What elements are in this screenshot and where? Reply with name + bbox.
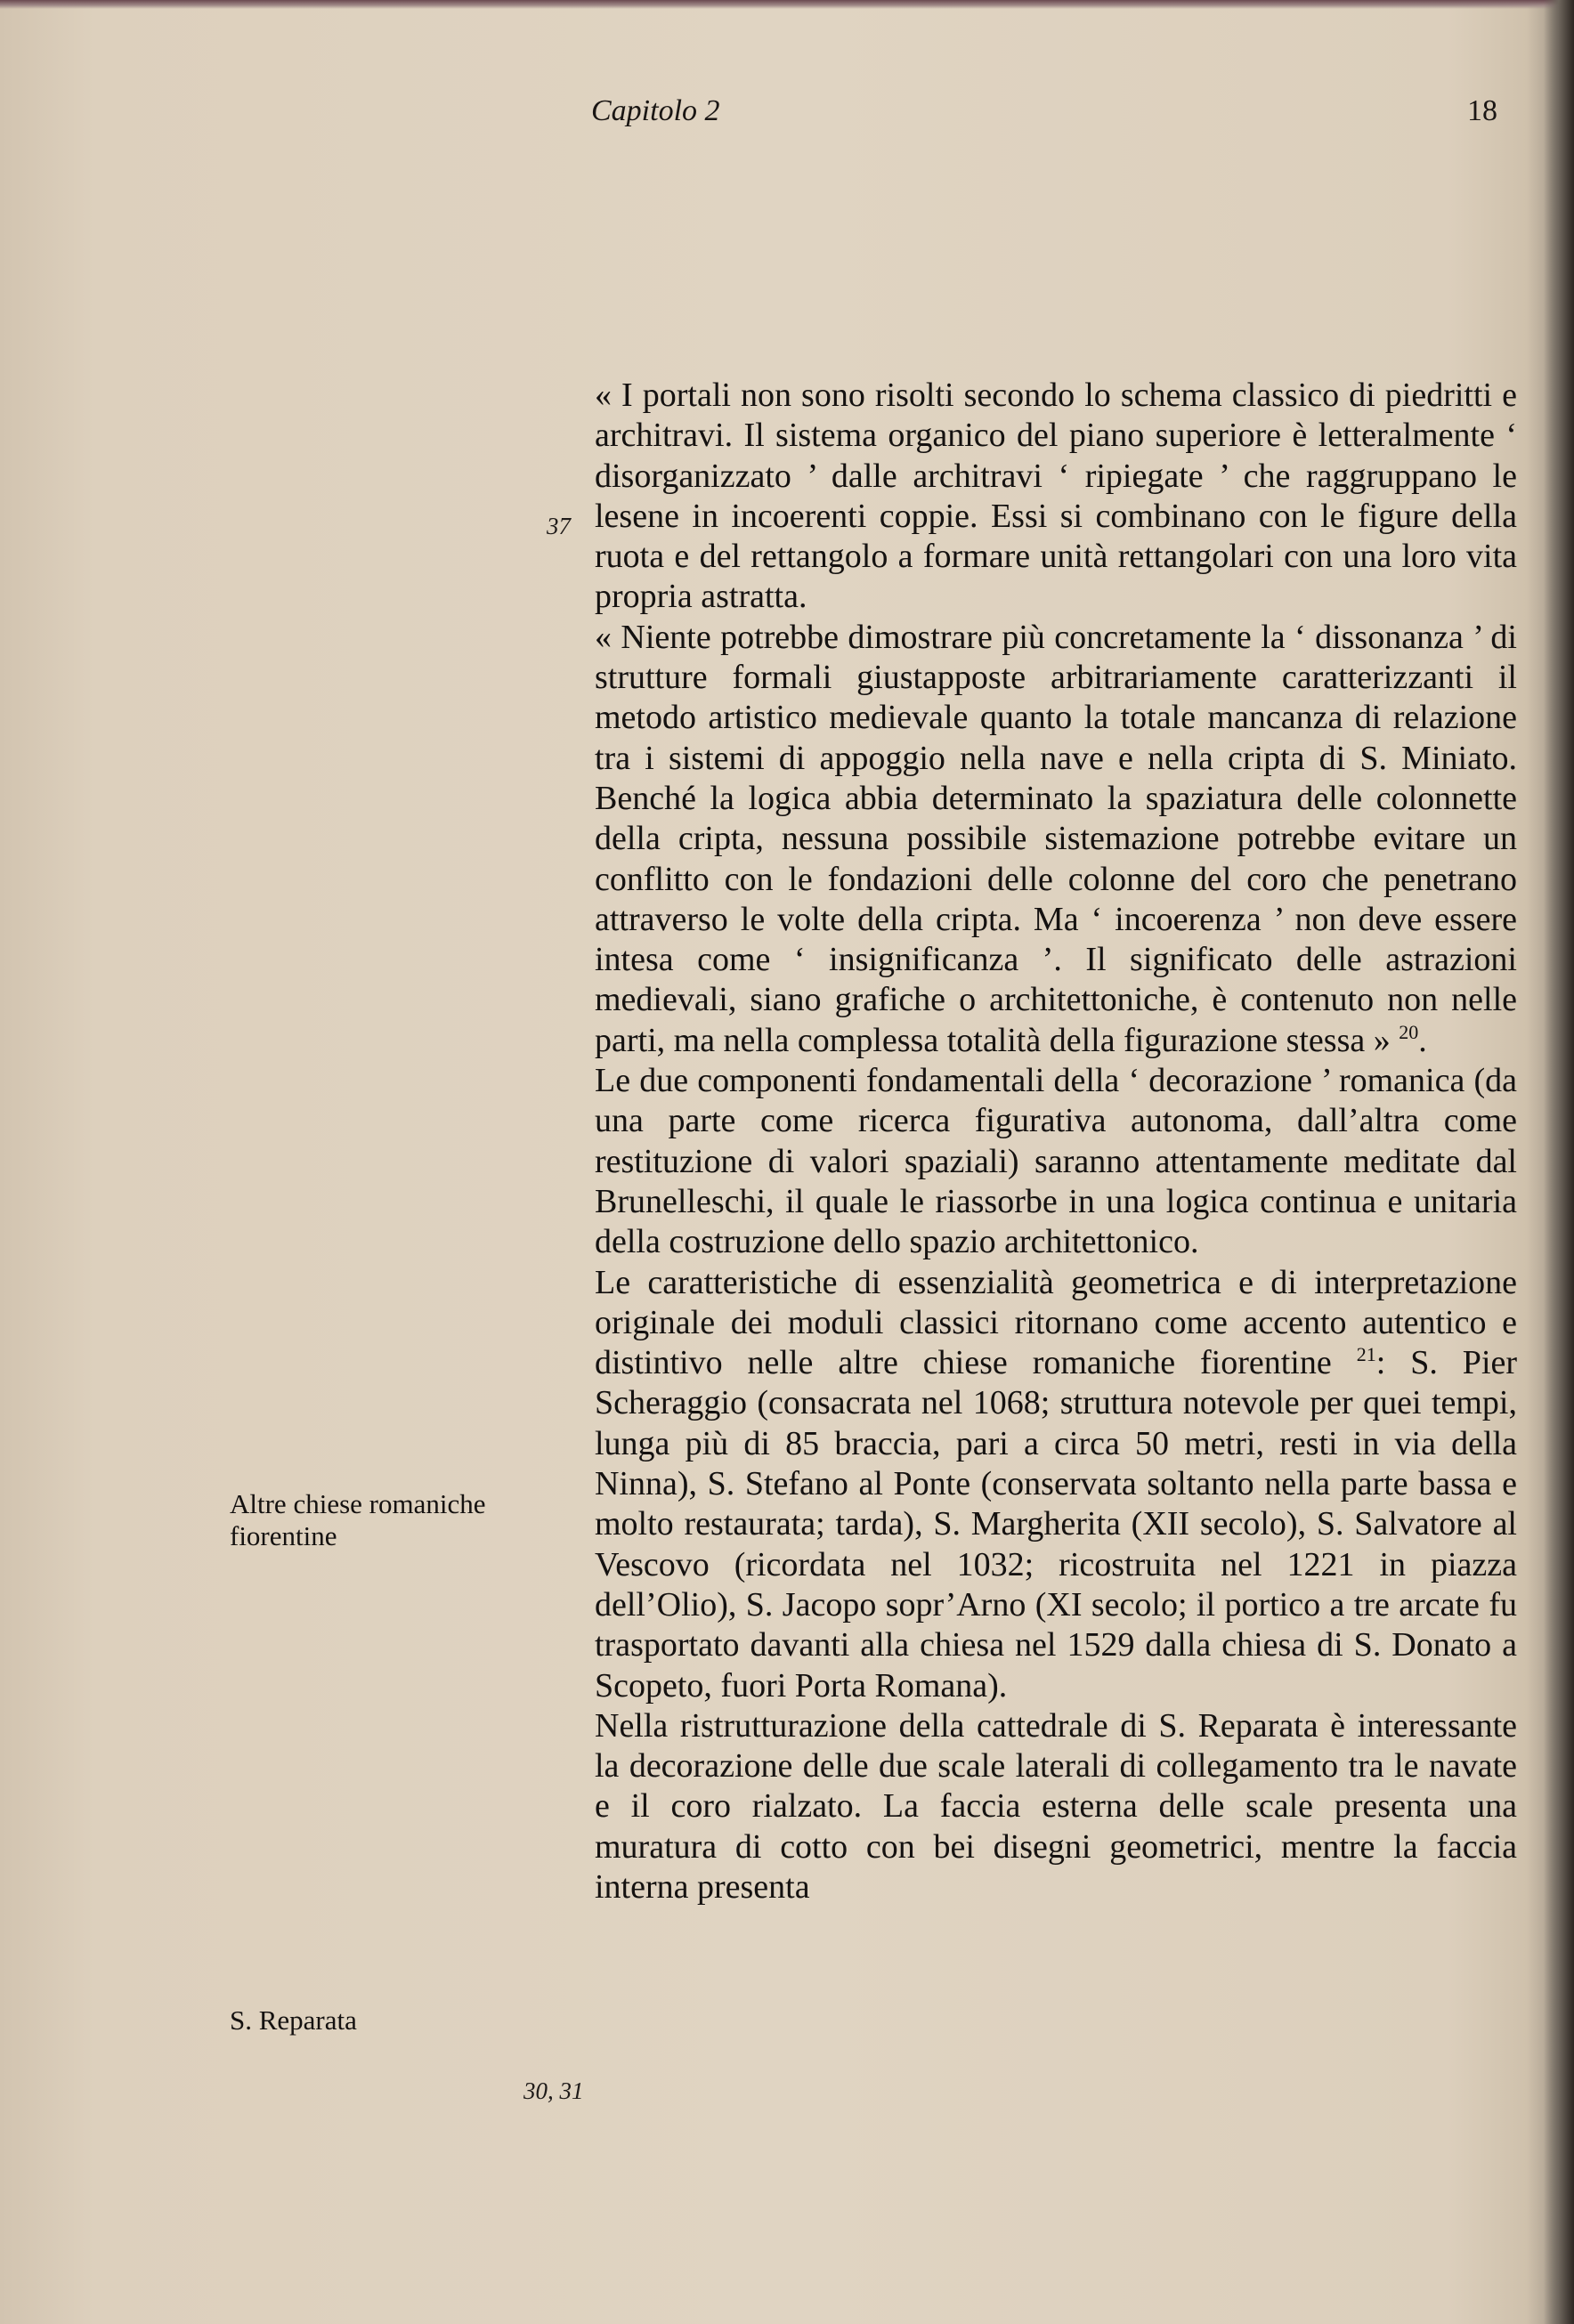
paragraph-dissonanza-quote [595,618,1517,1061]
body-text [595,376,1517,1907]
footnote-ref-21: 21 [1356,1343,1376,1366]
page-number: 18 [1467,94,1497,127]
sidenote-s-reparata: S. Reparata [230,2004,357,2036]
paragraph-caratteristiche-rest: : S. Pier Scheraggio (consacrata nel 1068; struttura notevole per quei tempi, lunga più di 85 braccia, pari a circa 50 metri, resti in via della Ninna), S. Stefano al Ponte (conservata soltanto nella parte bassa e molto restaurata; tarda), S. Margherita (XII secolo), S. Salvatore al Vescovo (ricordata nel 1032; ricostruita nel 1221 in piazza dell’Olio), S. Jacopo sopr’Arno (XI secolo; il portico a tre arcate fu trasportato davanti alla chiesa nel 1529 dalla chiesa di S. Donato a Scopeto, fuori Porta Romana). [595,1344,1518,1705]
paragraph-caratteristiche-start: Le caratteristiche di essenzialità geometrica e di interpretazione originale dei moduli classici ritornano come accento autentico e distintivo nelle altre chiese romaniche fiorentine [595,1263,1517,1382]
paragraph-portali-quote: « I portali non sono risolti secondo lo schema classico di piedritti e architravi. Il sistema organico del piano superiore è letteralmente ‘ disorganizzato ’ dalle architravi ‘ ripiegate ’ che raggruppano le lesene in incoerenti coppie. Essi si combinano con le figure della ruota e del rettangolo a formare unità rettangolari con una loro vita propria astratta. [595,377,1517,616]
paragraph-dissonanza-end: . [1418,1021,1427,1059]
book-spine-shadow [1544,0,1574,2324]
footnote-ref-20: 20 [1399,1020,1419,1043]
paragraph-dissonanza-text: « Niente potrebbe dimostrare più concretamente la ‘ dissonanza ’ di strutture formali giustapposte arbitrariamente caratterizzanti il metodo artistico medievale quanto la totale mancanza di relazione tra i sistemi di appoggio nella nave e nella cripta di S. Miniato. Benché la logica abbia determinato la spaziatura delle colonnette della cripta, nessuna possibile sistemazione potrebbe evitare un conflitto con le fondazioni delle colonne del coro che penetrano attraverso le volte della cripta. Ma ‘ incoerenza ’ non deve essere intesa come ‘ insignificanza ’. Il significato delle astrazioni medievali, siano grafiche o architettoniche, è contenuto non nelle parti, ma nella complessa totalità della figurazione stessa » [595,618,1517,1059]
paragraph-componenti: Le due componenti fondamentali della ‘ decorazione ’ romanica (da una parte come ricerca figurativa autonoma, dall’altra come restituzione di valori spaziali) saranno attentamente meditate dal Brunelleschi, il quale le riassorbe in una logica continua e unitaria della costruzione dello spazio architettonico. [595,1062,1517,1261]
chapter-title: Capitolo 2 [591,94,720,127]
running-head [0,89,1574,142]
sidenote-altre-chiese: Altre chiese romaniche fiorentine [230,1488,486,1551]
margin-ref-30-31: 30, 31 [523,2077,584,2104]
paragraph-caratteristiche [595,1263,1517,1706]
margin-ref-37: 37 [547,513,571,539]
paragraph-reparata: Nella ristrutturazione della cattedrale di S. Reparata è interessante la decorazione delle due scale laterali di collegamento tra le navate e il coro rialzato. La faccia esterna delle scale presenta una muratura di cotto con bei disegni geometrici, mentre la faccia interna presenta [595,1706,1517,1906]
page-top-edge [0,0,1574,9]
